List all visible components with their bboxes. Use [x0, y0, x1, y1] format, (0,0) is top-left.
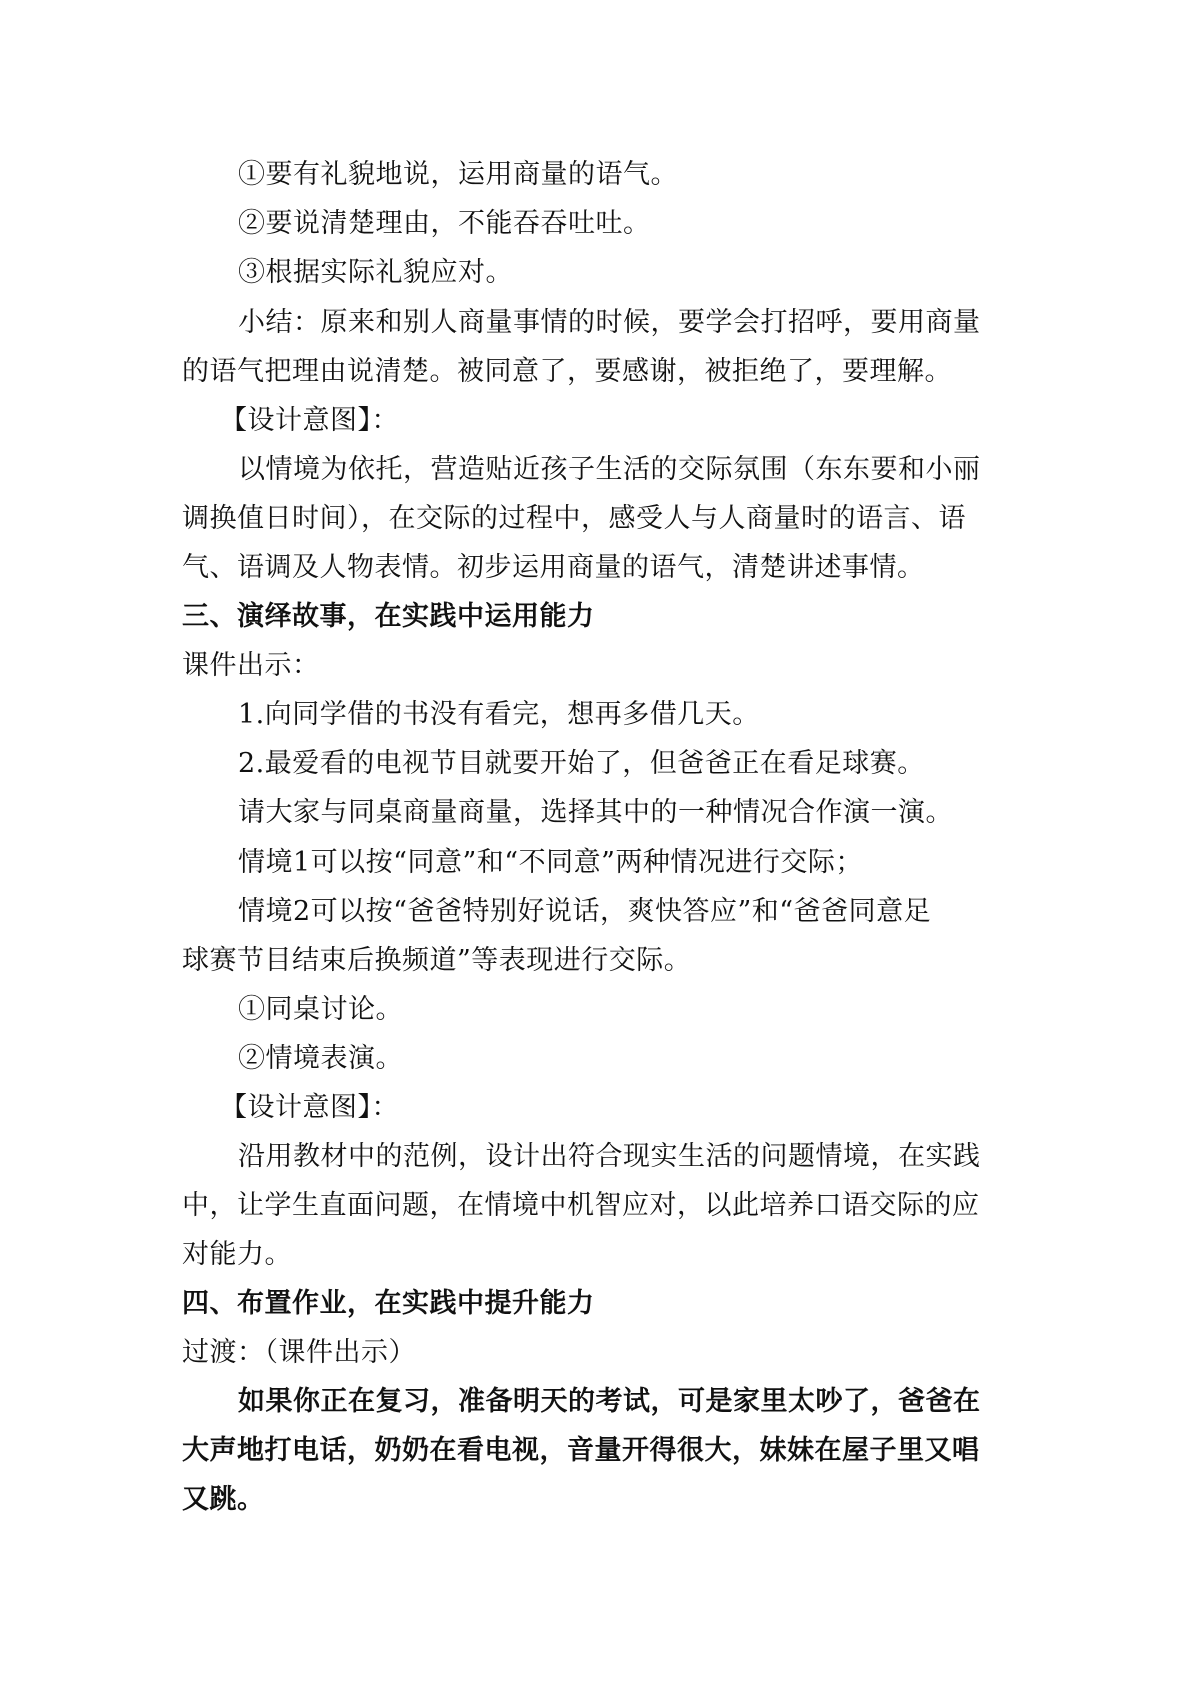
- list-item: ③根据实际礼貌应对。: [238, 257, 513, 288]
- bold-paragraph-line: 大声地打电话，奶奶在看电视，音量开得很大，妹妹在屋子里又唱: [182, 1435, 980, 1466]
- paragraph-line: 过渡：（课件出示）: [182, 1337, 416, 1368]
- paragraph-line: 气、语调及人物表情。初步运用商量的语气，清楚讲述事情。: [182, 552, 925, 583]
- design-intent-label: 【设计意图】：: [220, 405, 399, 436]
- bold-paragraph-line: 如果你正在复习，准备明天的考试，可是家里太吵了，爸爸在: [238, 1386, 981, 1417]
- paragraph-line: 球赛节目结束后换频道”等表现进行交际。: [182, 945, 692, 976]
- bold-paragraph-line: 又跳。: [182, 1484, 265, 1515]
- paragraph-line: 小结：原来和别人商量事情的时候，要学会打招呼，要用商量: [238, 307, 981, 338]
- design-intent-label: 【设计意图】：: [220, 1092, 399, 1123]
- list-item: ②要说清楚理由，不能吞吞吐吐。: [238, 208, 651, 239]
- paragraph-line: 的语气把理由说清楚。被同意了，要感谢，被拒绝了，要理解。: [182, 356, 952, 387]
- paragraph-line: 调换值日时间），在交际的过程中，感受人与人商量时的语言、语: [182, 503, 966, 534]
- list-item: ②情境表演。: [238, 1043, 403, 1074]
- list-item: 1.向同学借的书没有看完，想再多借几天。: [238, 699, 760, 730]
- list-item: ①同桌讨论。: [238, 994, 403, 1025]
- list-item: ①要有礼貌地说，运用商量的语气。: [238, 159, 678, 190]
- paragraph-line: 请大家与同桌商量商量，选择其中的一种情况合作演一演。: [238, 797, 953, 828]
- section-heading: 三、演绎故事，在实践中运用能力: [182, 601, 595, 632]
- paragraph-line: 情境2可以按“爸爸特别好说话，爽快答应”和“爸爸同意足: [238, 896, 932, 927]
- paragraph-line: 对能力。: [182, 1239, 292, 1270]
- paragraph-line: 情境1可以按“同意”和“不同意”两种情况进行交际；: [238, 847, 863, 878]
- paragraph-line: 以情境为依托，营造贴近孩子生活的交际氛围（东东要和小丽: [238, 454, 981, 485]
- paragraph-line: 课件出示：: [182, 650, 320, 681]
- paragraph-line: 中，让学生直面问题，在情境中机智应对，以此培养口语交际的应: [182, 1190, 980, 1221]
- section-heading: 四、布置作业，在实践中提升能力: [182, 1288, 595, 1319]
- paragraph-line: 沿用教材中的范例，设计出符合现实生活的问题情境，在实践: [238, 1141, 981, 1172]
- list-item: 2.最爱看的电视节目就要开始了，但爸爸正在看足球赛。: [238, 748, 925, 779]
